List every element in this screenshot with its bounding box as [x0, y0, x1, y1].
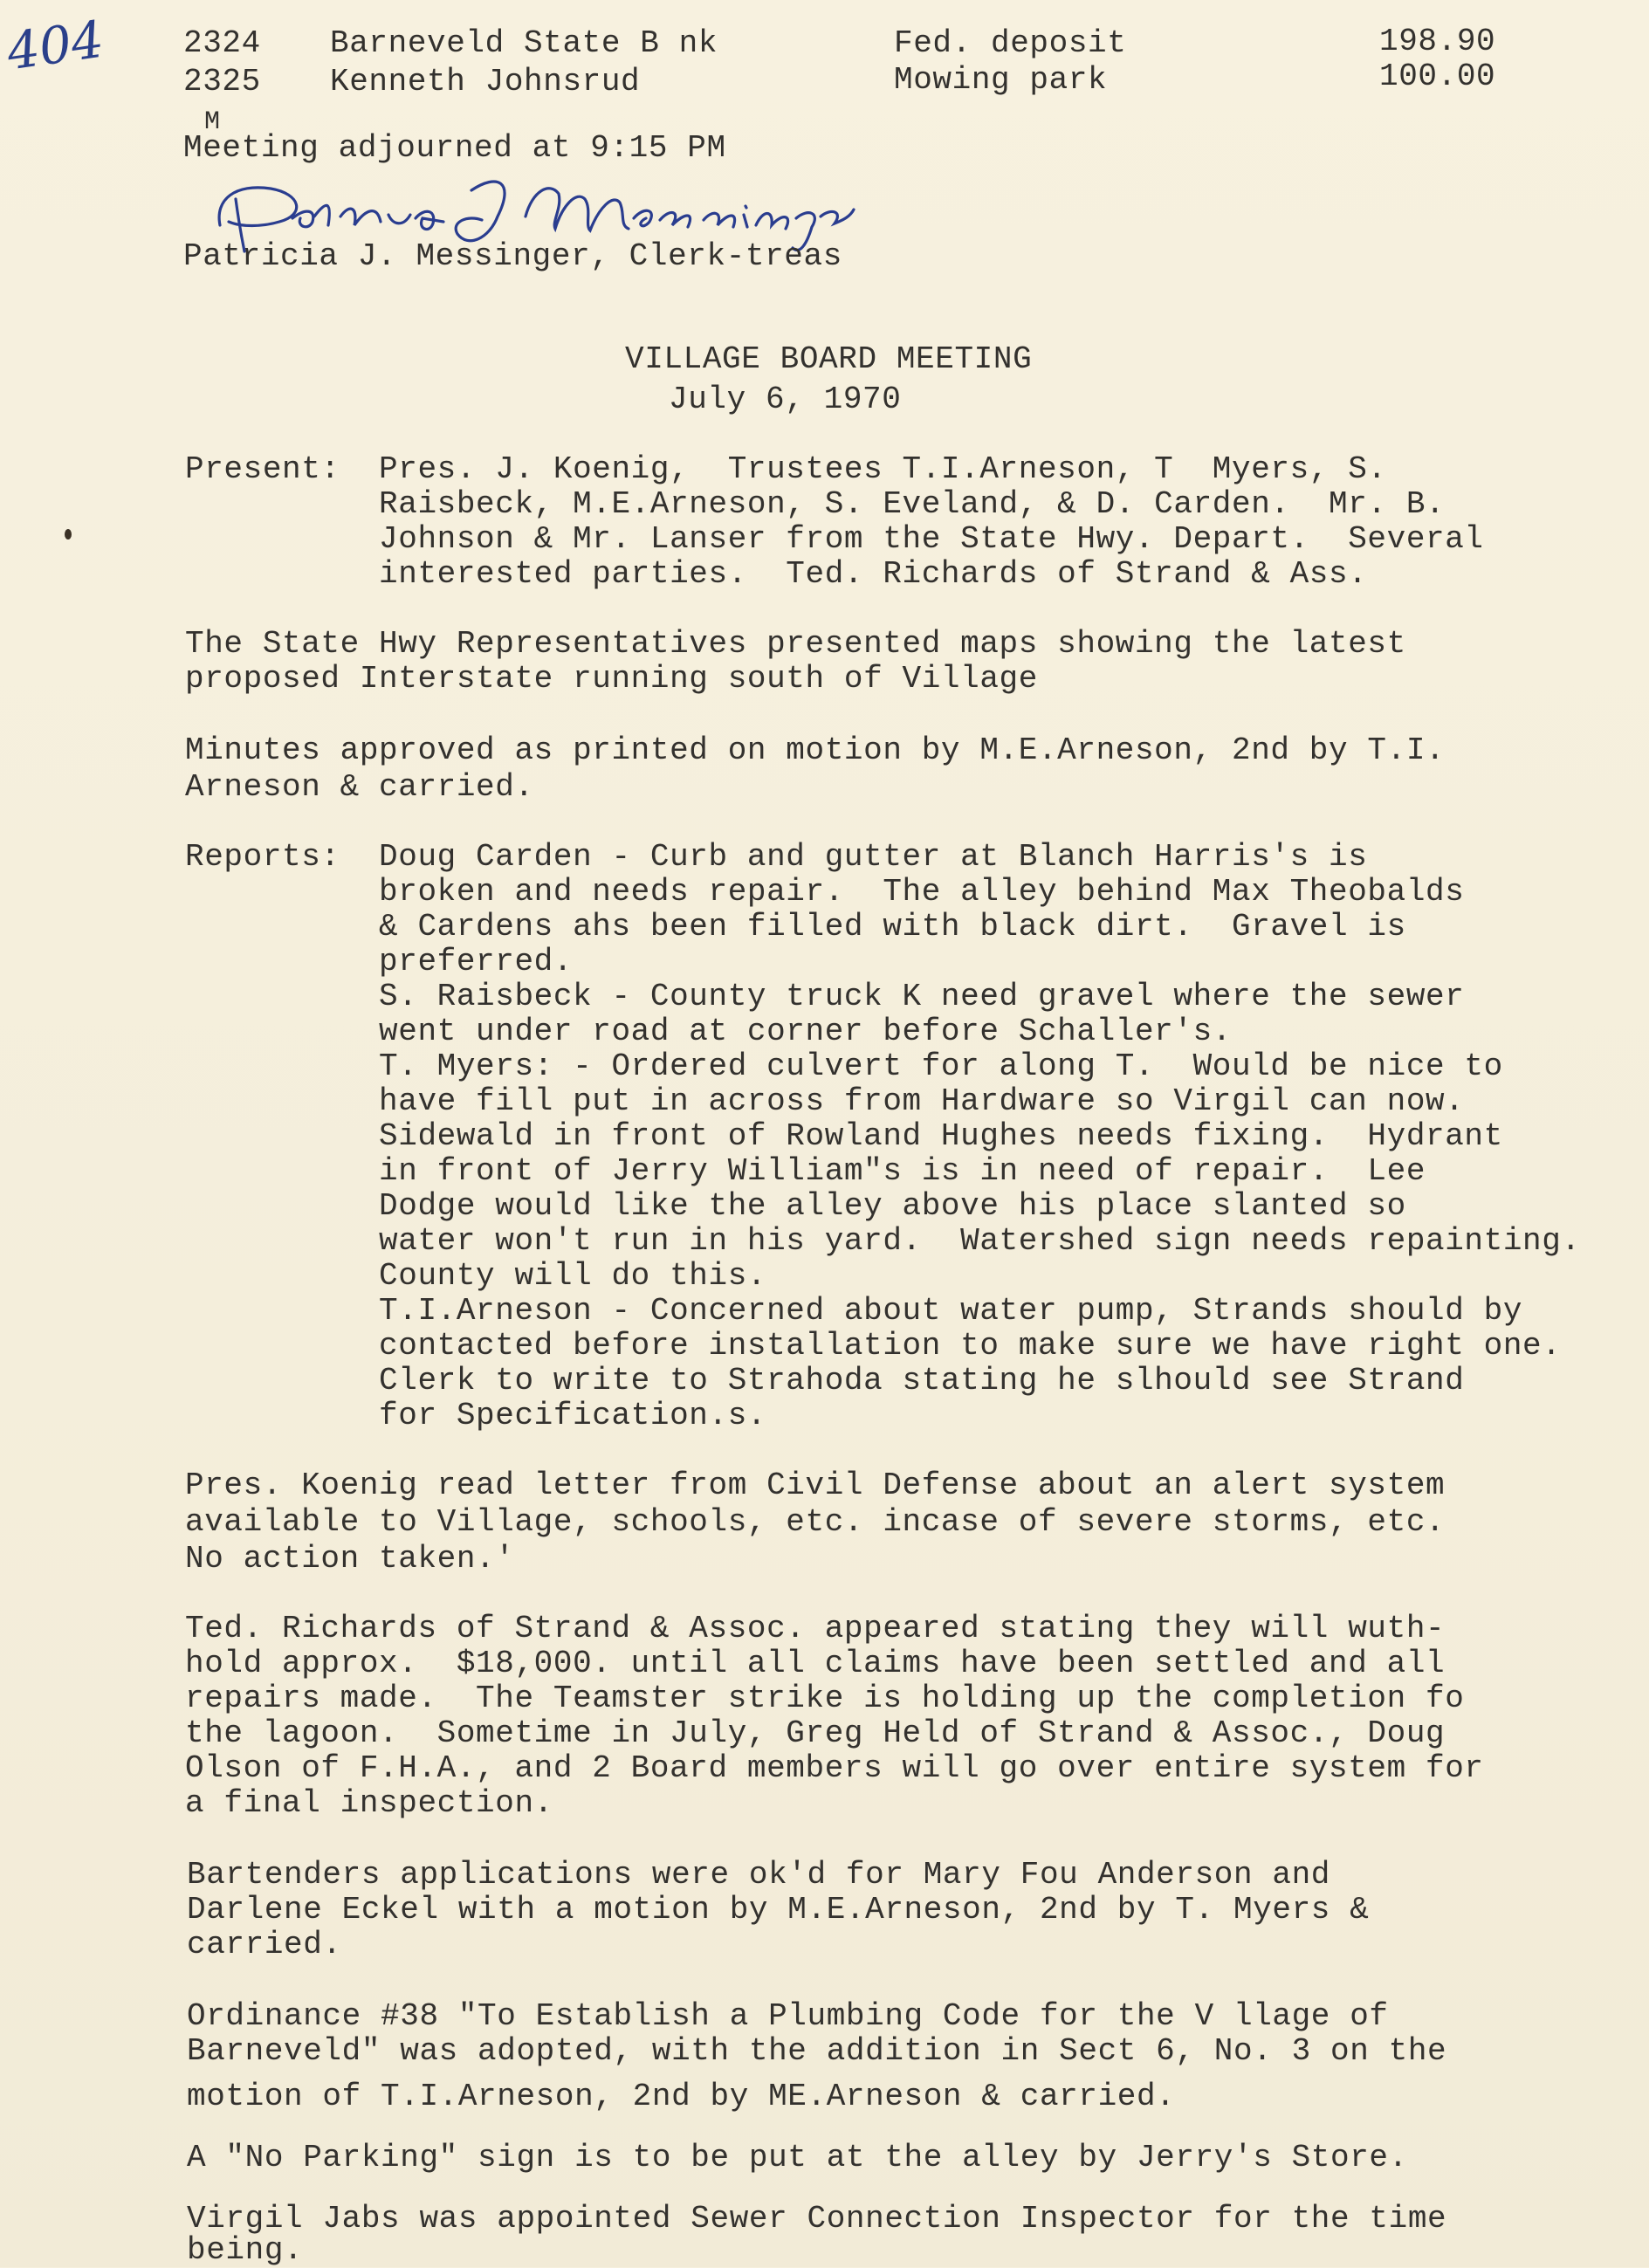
body-line: repairs made. The Teamster strike is holding up the completion fo: [185, 1680, 1465, 1716]
body-line: have fill put in across from Hardware so Virgil can now.: [185, 1083, 1465, 1119]
body-line: the lagoon. Sometime in July, Greg Held of Strand & Assoc., Doug: [185, 1715, 1446, 1751]
body-line: & Cardens ahs been filled with black dirt. Gravel is: [185, 909, 1406, 945]
body-line: broken and needs repair. The alley behind Max Theobalds: [185, 874, 1465, 910]
body-line: water won't run in his yard. Watershed sign needs repainting.: [185, 1223, 1581, 1259]
body-line: carried.: [187, 1927, 342, 1962]
disbursement-purpose: Fed. deposit: [894, 25, 1127, 61]
body-line: Clerk to write to Strahoda stating he slhould see Strand: [185, 1363, 1465, 1399]
meeting-title: VILLAGE BOARD MEETING: [625, 341, 1033, 377]
body-line: County will do this.: [185, 1258, 767, 1294]
disbursement-amount: 100.00: [1379, 58, 1496, 94]
body-line: Bartenders applications were ok'd for Mary Fou Anderson and: [187, 1857, 1331, 1893]
stray-typed-mark: M: [204, 107, 221, 137]
body-line: Pres. Koenig read letter from Civil Defense about an alert system: [185, 1467, 1446, 1503]
body-line: Olson of F.H.A., and 2 Board members will go over entire system for: [185, 1750, 1484, 1786]
body-line: in front of Jerry William"s is in need of repair. Lee: [185, 1153, 1426, 1189]
body-line: contacted before installation to make sure we have right one.: [185, 1328, 1562, 1364]
body-line: S. Raisbeck - County truck K need gravel where the sewer: [185, 979, 1465, 1014]
body-line: preferred.: [185, 944, 574, 979]
body-line: Virgil Jabs was appointed Sewer Connection Inspector for the time: [187, 2201, 1447, 2237]
body-line: went under road at corner before Schaller's.: [185, 1014, 1232, 1049]
body-line: hold approx. $18,000. until all claims have been settled and all: [185, 1646, 1446, 1681]
body-line: Ted. Richards of Strand & Assoc. appeared stating they will wuth-: [185, 1611, 1446, 1646]
body-line: Darlene Eckel with a motion by M.E.Arneson, 2nd by T. Myers &: [187, 1892, 1370, 1928]
body-line: Johnson & Mr. Lanser from the State Hwy. Depart. Several: [185, 521, 1484, 557]
body-line: Dodge would like the alley above his place slanted so: [185, 1188, 1406, 1224]
body-line: Sidewald in front of Rowland Hughes needs fixing. Hydrant: [185, 1118, 1503, 1154]
adjournment-line: Meeting adjourned at 9:15 PM: [183, 130, 726, 166]
body-line: for Specification.s.: [185, 1398, 767, 1433]
ink-speck: [65, 529, 72, 540]
body-line: Present: Pres. J. Koenig, Trustees T.I.Arneson, T Myers, S.: [185, 451, 1387, 487]
body-line: Ordinance #38 "To Establish a Plumbing Code for the V llage of: [187, 1998, 1389, 2034]
meeting-date: July 6, 1970: [669, 381, 902, 417]
body-line: T.I.Arneson - Concerned about water pump, Strands should by: [185, 1293, 1523, 1329]
disbursement-purpose: Mowing park: [894, 62, 1108, 98]
body-line: T. Myers: - Ordered culvert for along T. Would be nice to: [185, 1048, 1503, 1084]
body-line: Minutes approved as printed on motion by M.E.Arneson, 2nd by T.I.: [185, 732, 1446, 768]
disbursement-amount: 198.90: [1379, 24, 1496, 59]
body-line: a final inspection.: [185, 1785, 553, 1821]
body-line: motion of T.I.Arneson, 2nd by ME.Arneson & carried.: [187, 2079, 1176, 2114]
disbursement-number: 2324: [183, 25, 261, 61]
body-line: Reports: Doug Carden - Curb and gutter at Blanch Harris's is: [185, 839, 1368, 875]
body-line: available to Village, schools, etc. incase of severe storms, etc.: [185, 1504, 1446, 1540]
body-line: Barneveld" was adopted, with the addition in Sect 6, No. 3 on the: [187, 2033, 1447, 2069]
body-line: Arneson & carried.: [185, 769, 534, 805]
body-line: Raisbeck, M.E.Arneson, S. Eveland, & D. Carden. Mr. B.: [185, 486, 1446, 522]
body-line: A "No Parking" sign is to be put at the alley by Jerry's Store.: [187, 2140, 1408, 2175]
typed-signature-line: Patricia J. Messinger, Clerk-treas: [183, 238, 842, 274]
disbursement-number: 2325: [183, 64, 261, 100]
disbursement-payee: Kenneth Johnsrud: [330, 64, 641, 100]
disbursement-payee: Barneveld State B nk: [330, 25, 718, 61]
body-line: proposed Interstate running south of Village: [185, 661, 1038, 697]
body-line: No action taken.': [185, 1541, 515, 1577]
body-line: The State Hwy Representatives presented maps showing the latest: [185, 626, 1406, 662]
body-line: interested parties. Ted. Richards of Strand & Ass.: [185, 556, 1368, 592]
body-line: being.: [187, 2232, 304, 2268]
handwritten-page-number: 404: [3, 9, 107, 82]
